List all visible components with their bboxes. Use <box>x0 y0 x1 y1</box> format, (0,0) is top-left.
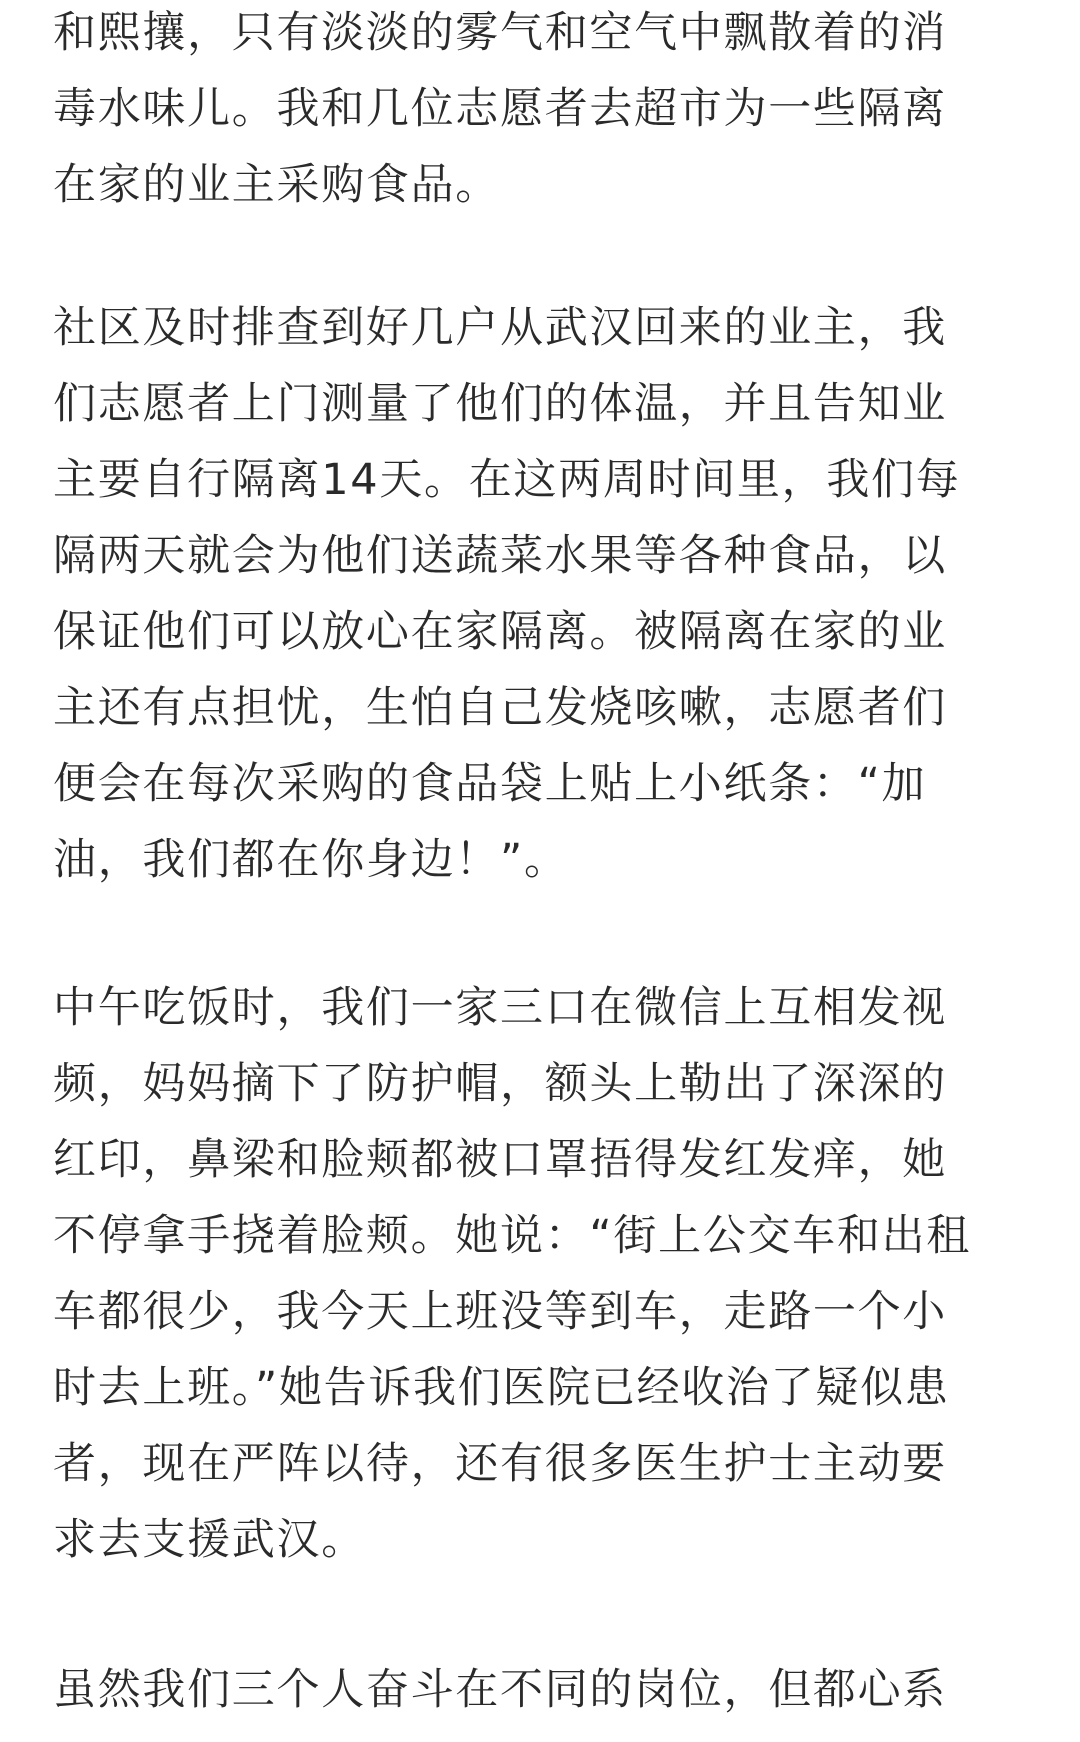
paragraph-2 <box>53 290 1033 898</box>
text-line: 便会在每次采购的食品袋上贴上小纸条：“加 <box>53 759 927 809</box>
text-line: 社区及时排查到好几户从武汉回来的业主，我 <box>53 303 947 353</box>
text-line: 虽然我们三个人奋斗在不同的岗位，但都心系 <box>53 1665 947 1715</box>
text-line: 和熙攘，只有淡淡的雾气和空气中飘散着的消 <box>53 8 947 58</box>
text-line: 时去上班。”她告诉我们医院已经收治了疑似患 <box>53 1363 950 1413</box>
text-line: 车都很少，我今天上班没等到车，走路一个小 <box>53 1287 947 1337</box>
paragraph-1 <box>53 0 1033 223</box>
text-line: 隔两天就会为他们送蔬菜水果等各种食品，以 <box>53 531 947 581</box>
text-line: 频，妈妈摘下了防护帽，额头上勒出了深深的 <box>53 1059 947 1109</box>
paragraph-3 <box>53 970 1033 1578</box>
text-line: 保证他们可以放心在家隔离。被隔离在家的业 <box>53 607 947 657</box>
text-line: 主还有点担忧，生怕自己发烧咳嗽，志愿者们 <box>53 683 947 733</box>
text-line: 者，现在严阵以待，还有很多医生护士主动要 <box>53 1439 947 1489</box>
text-line: 油，我们都在你身边！”。 <box>53 835 569 885</box>
text-line: 中午吃饭时，我们一家三口在微信上互相发视 <box>53 983 947 1033</box>
text-line: 在家的业主采购食品。 <box>53 160 500 210</box>
text-line: 不停拿手挠着脸颊。她说：“街上公交车和出租 <box>53 1211 971 1261</box>
text-line: 求去支援武汉。 <box>53 1515 366 1565</box>
text-line: 红印，鼻梁和脸颊都被口罩捂得发红发痒，她 <box>53 1135 947 1185</box>
text-line: 们志愿者上门测量了他们的体温，并且告知业 <box>53 379 947 429</box>
text-line: 毒水味儿。我和几位志愿者去超市为一些隔离 <box>53 84 947 134</box>
paragraph-4 <box>53 1652 1033 1728</box>
text-line: 主要自行隔离14天。在这两周时间里，我们每 <box>53 455 961 505</box>
